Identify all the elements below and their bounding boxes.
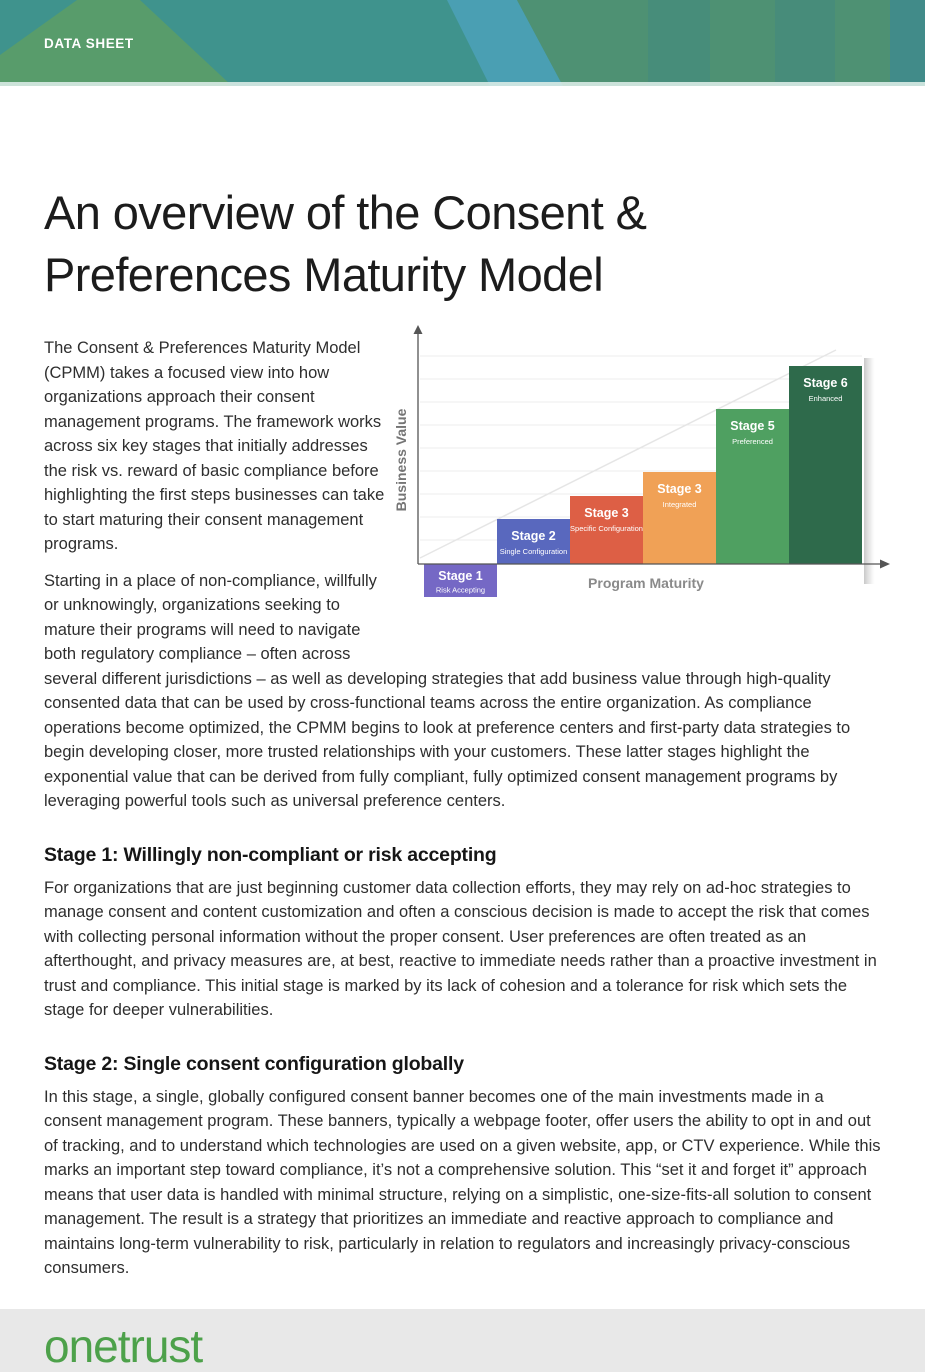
x-axis-arrow-icon [880, 560, 890, 569]
header-band-art [0, 0, 925, 86]
bar-sublabel: Specific Configuration [570, 524, 643, 533]
intro-paragraph-1: The Consent & Preferences Maturity Model (CPMM) takes a focused view into how organizations approach their consent management programs. The framework works across six key stages that initially addresses the risk vs. reward of basic compliance before highlighting the first steps businesses can take to start maturing their consent management programs. [44, 339, 385, 553]
maturity-chart-region [394, 320, 919, 652]
bar-stage-label: Stage 6 [803, 376, 848, 390]
page-title [44, 182, 881, 306]
chart-bar-5 [716, 409, 789, 564]
onetrust-logo: onetrust [44, 1319, 203, 1372]
stage-1-heading: Stage 1: Willingly non-compliant or risk accepting [44, 843, 497, 866]
chart-bar-1 [424, 564, 497, 597]
y-axis-label: Business Value [393, 408, 409, 512]
bar-stage-label: Stage 3 [584, 506, 629, 520]
x-axis-label: Program Maturity [588, 575, 704, 591]
datasheet-eyebrow-label: DATA SHEET [44, 36, 134, 51]
bar-stage-label: Stage 2 [511, 529, 556, 543]
maturity-chart-card [394, 320, 919, 600]
page-content [0, 182, 925, 1281]
stage-2-heading: Stage 2: Single consent configuration globally [44, 1052, 464, 1075]
chart-edge-shadow [864, 358, 876, 584]
chart-bar-3 [570, 496, 643, 564]
chart-bar-6 [789, 366, 862, 564]
bar-sublabel: Single Configuration [499, 547, 568, 556]
header-band [0, 0, 925, 86]
intro-paragraph-2: Starting in a place of non-compliance, willfully or unknowingly, organizations seeking to mature their programs will need to navigate both regulatory compliance – often across several different jurisdictions – as well as developing strategies that add business value through high-quality consented data that can be used by cross-functional teams across the entire organization. As compliance operations become optimized, the CPMM begins to look at preference centers and first-party data strategies to begin developing closer, more trusted relationships with your customers. These latter stages highlight the exponential value that can be derived from fully compliant, fully optimized consent management programs by leveraging powerful tools such as universal preference centers. [44, 571, 851, 810]
stage-2-body: In this stage, a single, globally configured consent banner becomes one of the main investments made in a consent management program. These banners, typically a webpage footer, offer users the ability to opt in and out of tracking, and to understand which technologies are used on a given website, app, or CTV experience. While this marks an important step toward compliance, it’s not a comprehensive solution. This “set it and forget it” approach means that user data is handled with minimal structure, relying on a simplistic, one-size-fits-all solution to consent management. The result is a strategy that prioritizes an immediate and reactive approach to compliance and maintains long-term vulnerability to risk, particularly in relation to regulators and increasingly privacy-conscious consumers. [44, 1087, 881, 1277]
page-title-line1: An overview of the Consent & [44, 186, 647, 239]
stage-1-body: For organizations that are just beginning customer data collection efforts, they may rely on ad-hoc strategies to manage consent and content customization and often a conscious decision is made to accept the risk that comes with collecting personal information without the proper consent. User preferences are often treated as an afterthought, and privacy measures are, at best, reactive to immediate needs rather than a proactive investment in trust and compliance. This initial stage is marked by its lack of cohesion and a tolerance for risk which sets the stage for deeper vulnerabilities. [44, 878, 877, 1019]
stage-2-section [44, 1053, 881, 1281]
bar-stage-label: Stage 3 [657, 482, 702, 496]
bar-sublabel: Risk Accepting [435, 585, 486, 595]
bar-sublabel: Enhanced [808, 394, 843, 403]
chart-bar-2 [497, 519, 570, 564]
bar-sublabel: Preferenced [732, 437, 773, 446]
bar-stage-label: Stage 1 [438, 569, 483, 583]
intro-text-flow [44, 336, 881, 814]
bar-sublabel: Integrated [662, 500, 697, 509]
maturity-model-chart [394, 320, 919, 600]
page-title-line2: Preferences Maturity Model [44, 248, 604, 301]
bar-stage-label: Stage 5 [730, 419, 775, 433]
y-axis-arrow-icon [414, 325, 423, 334]
stage-sections [44, 844, 881, 1281]
chart-bar-4 [643, 472, 716, 564]
stage-1-section [44, 844, 881, 1023]
